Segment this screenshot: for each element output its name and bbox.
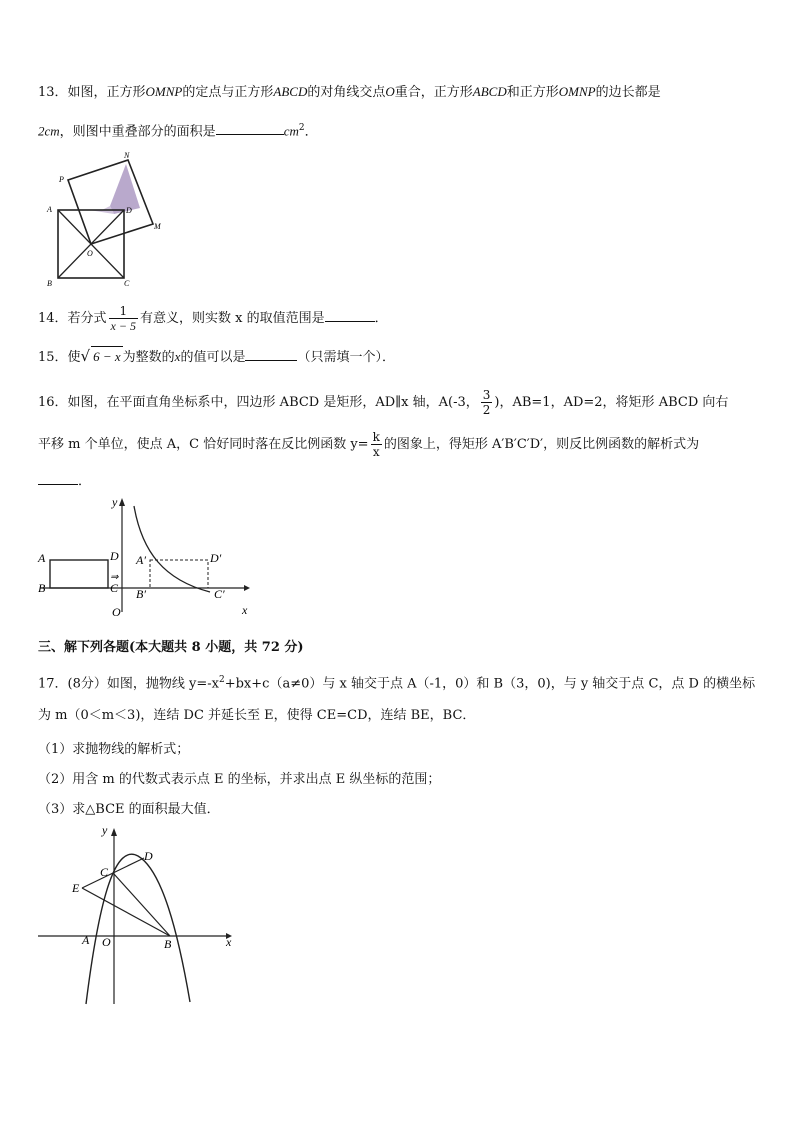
q16-x: x <box>371 444 382 459</box>
q15-text: 为整数的 <box>122 350 175 365</box>
label-c-prime: C′ <box>214 587 225 601</box>
q13-abcd: ABCD <box>472 84 507 99</box>
label-b: B <box>164 937 172 951</box>
q13-unit-exp: 2 <box>298 123 305 133</box>
q13-answer-blank[interactable] <box>216 120 284 135</box>
label-d: D <box>110 549 119 563</box>
label-b: B <box>47 279 52 288</box>
label-o: O <box>87 249 93 258</box>
segment-ed <box>82 858 144 888</box>
q17-sub2: （2）用含 m 的代数式表示点 E 的坐标，并求出点 E 纵坐标的范围； <box>38 772 441 787</box>
q16-figure <box>34 492 254 622</box>
q17-sub1: （1）求抛物线的解析式； <box>38 742 190 757</box>
q16-answer-blank[interactable] <box>38 470 78 485</box>
q17-sub3: （3）求△BCE 的面积最大值． <box>38 802 220 817</box>
q13-omnp: OMNP <box>558 84 596 99</box>
q13-end: ． <box>304 124 318 140</box>
rect-a1b1c1d1 <box>150 560 208 588</box>
q17-text: +bx+c（a≠0）与 x 轴交于点 A（-1，0）和 B（3，0)，与 y 轴交于点 C，点 D 的横坐标 <box>224 676 756 692</box>
label-e: E <box>72 881 80 895</box>
segment-cb <box>114 874 170 936</box>
q16-line3 <box>38 470 91 492</box>
shift-arrow-icon: ⇒ <box>110 572 119 583</box>
q15-text: 的值可以是 <box>180 350 246 365</box>
q13-text: 的定点与正方形 <box>182 85 274 100</box>
q13-figure <box>44 148 174 290</box>
label-a: A <box>47 205 52 214</box>
axis-label-y: y <box>102 823 108 837</box>
q16-text: 16．如图，在平面直角坐标系中，四边形 ABCD 是矩形，AD∥x 轴，A(-3， <box>38 395 479 410</box>
q17-sup: 2 <box>218 675 225 685</box>
rect-abcd <box>50 560 108 588</box>
q16-k: k <box>372 430 380 444</box>
q17-figure <box>34 822 244 1012</box>
q16-text: 平移 m 个单位，使点 A，C 恰好同时落在反比例函数 y= <box>38 437 369 452</box>
q13-text: 和正方形 <box>506 85 559 100</box>
label-a: A <box>82 933 90 947</box>
q13-text: 的对角线交点 <box>307 85 386 100</box>
q16-line1 <box>38 388 728 417</box>
square-omnp <box>68 160 153 244</box>
q14-end: ． <box>374 311 388 326</box>
q16-text: )，AB=1，AD=2，将矩形 ABCD 向右 <box>494 395 729 410</box>
q16-denominator: 2 <box>482 403 491 417</box>
q15-x: x <box>174 349 181 364</box>
overlap-region <box>110 164 140 214</box>
q13-unit: cm <box>283 123 299 139</box>
label-origin: O <box>112 605 121 619</box>
q13-abcd: ABCD <box>273 84 308 99</box>
q15-text: （只需填一个）． <box>297 350 395 365</box>
label-a-prime: A′ <box>136 553 146 567</box>
q14-text: 14．若分式 <box>38 311 107 326</box>
q16-numerator: 3 <box>482 388 491 402</box>
section-heading: 三、解下列各题(本大题共 8 小题，共 72 分) <box>38 640 304 655</box>
label-b: B <box>38 581 46 595</box>
axis-label-y: y <box>112 495 118 509</box>
label-p: P <box>59 175 64 184</box>
sqrt-sign: √ <box>80 347 91 365</box>
q15-radicand: 6 − x <box>91 346 123 367</box>
q13-line2 <box>38 118 318 142</box>
q13-text: 重合，正方形 <box>394 85 473 100</box>
label-b-prime: B′ <box>136 587 146 601</box>
q13-o: O <box>385 84 395 99</box>
hyperbola-curve <box>134 506 210 592</box>
label-c: C <box>100 865 109 879</box>
q13-omnp: OMNP <box>145 84 183 99</box>
q17-line2: 为 m（0＜m＜3)，连结 DC 并延长至 E，使得 CE=CD，连结 BE，BC． <box>38 708 476 723</box>
q17-text: 17．(8分）如图，抛物线 y=-x <box>38 676 219 692</box>
label-c: C <box>124 279 130 288</box>
q16-kx-fraction <box>371 430 382 459</box>
q14-answer-blank[interactable] <box>325 307 375 322</box>
axis-label-x: x <box>226 935 232 949</box>
label-d: D <box>144 849 153 863</box>
q14-denominator: x − 5 <box>110 319 136 333</box>
q17-line1 <box>38 670 755 694</box>
label-o: O <box>102 935 111 949</box>
label-m: M <box>154 222 161 231</box>
q15-text: 15．使 <box>38 350 81 365</box>
q16-end: ． <box>78 474 92 489</box>
q16-line2 <box>38 430 699 459</box>
q14-line <box>38 304 388 333</box>
label-d: D <box>126 206 132 215</box>
q13-text: 13．如图，正方形 <box>38 85 146 100</box>
axis-label-x: x <box>242 603 248 617</box>
label-c: C <box>110 581 119 595</box>
q13-line1 <box>38 82 661 103</box>
q14-numerator: 1 <box>119 304 128 318</box>
label-d-prime: D′ <box>210 551 222 565</box>
q15-answer-blank[interactable] <box>245 346 297 361</box>
q14-fraction <box>109 304 138 333</box>
q15-line <box>38 346 395 368</box>
q13-side-length: 2cm <box>38 123 60 139</box>
q14-text: 有意义，则实数 x 的取值范围是 <box>139 311 325 326</box>
q16-text: 的图象上，得矩形 A′B′C′D′，则反比例函数的解析式为 <box>383 437 700 452</box>
q13-text: 的边长都是 <box>595 85 661 100</box>
x-axis-arrow <box>244 585 250 591</box>
segment-eb <box>82 888 170 936</box>
y-axis-arrow <box>119 498 125 506</box>
q13-text: ，则图中重叠部分的面积是 <box>59 124 216 140</box>
y-axis-arrow <box>111 828 117 836</box>
q16-fraction <box>481 388 493 417</box>
label-n: N <box>124 151 130 160</box>
label-a: A <box>38 551 46 565</box>
